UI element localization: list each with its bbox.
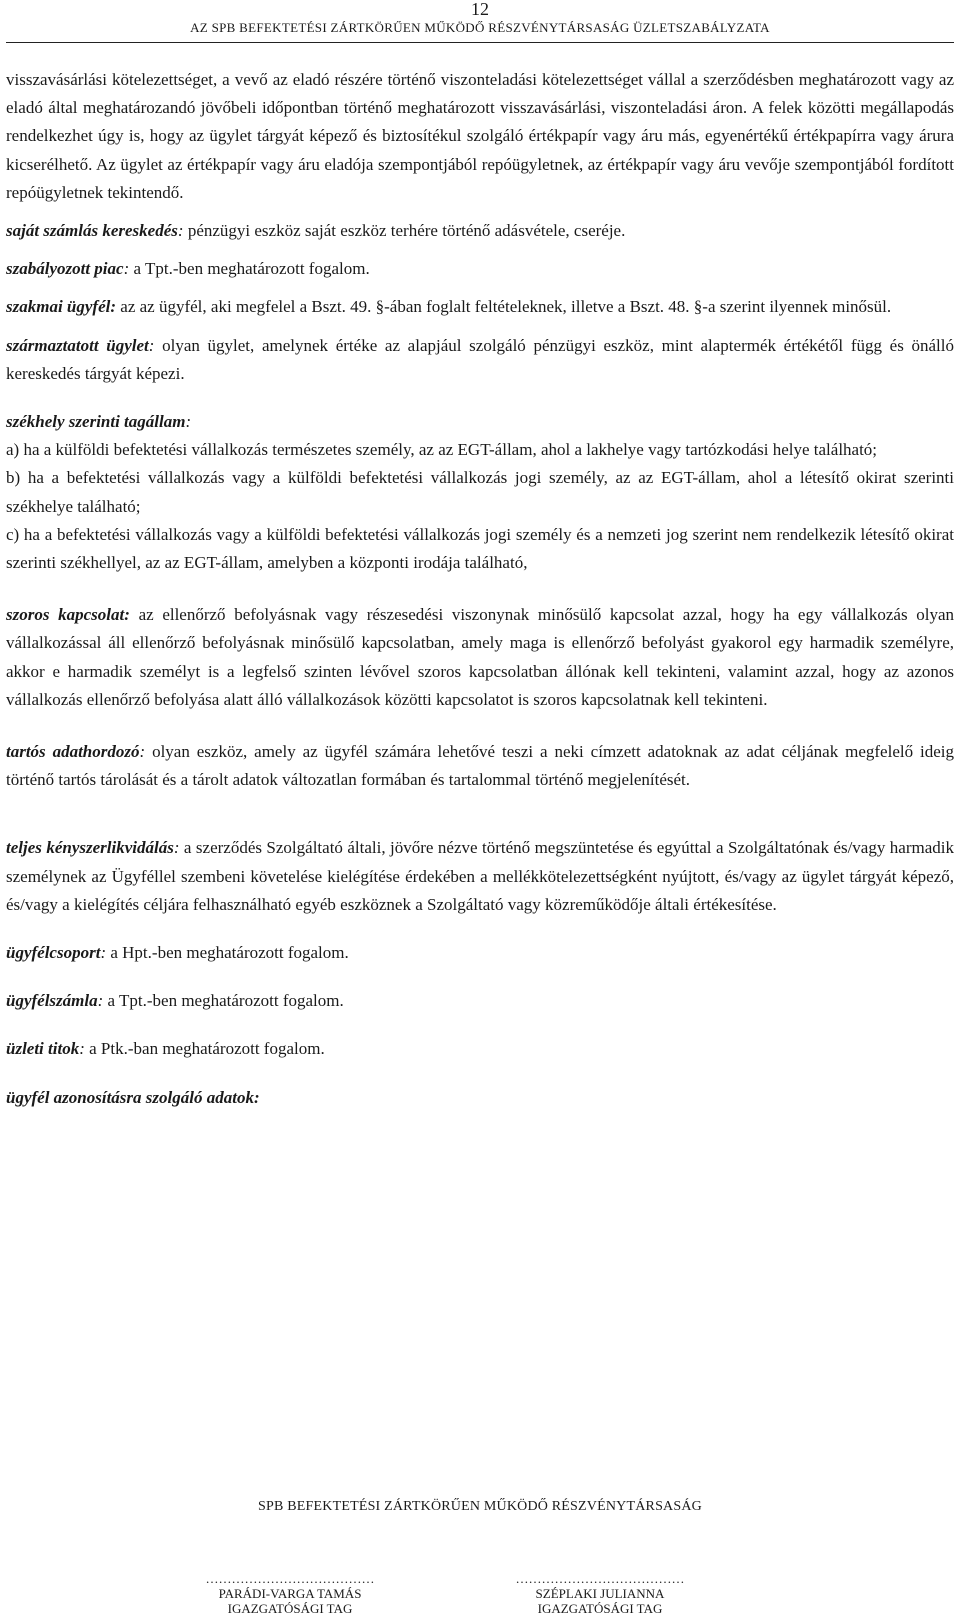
definition-term: ügyfél azonosításra szolgáló adatok: [6, 1087, 260, 1107]
signature-block-right [480, 1571, 720, 1616]
definition-tartos-adathordozo [6, 738, 954, 794]
definition-szoros-kapcsolat [6, 601, 954, 714]
signatory-role: IGAZGATÓSÁGI TAG [537, 1601, 663, 1616]
definition-separator: : [97, 991, 104, 1011]
definition-term: szoros kapcsolat: [6, 605, 130, 625]
signature-block-left [170, 1571, 410, 1616]
signature-line: ………………………………… [205, 1571, 375, 1586]
definition-sajat-szamlas-kereskedes [6, 217, 954, 245]
definition-separator: : [100, 943, 107, 963]
definition-ugyfelszamla [6, 987, 954, 1015]
definition-separator: : [173, 838, 180, 858]
definition-separator: : [177, 221, 184, 241]
definition-szakmai-ugyfel [6, 293, 954, 321]
definition-teljes-kenyszerlikvidalas [6, 834, 954, 919]
definition-separator: : [123, 259, 130, 279]
header-divider [6, 42, 954, 43]
definition-separator: : [185, 412, 192, 432]
intro-paragraph: visszavásárlási kötelezettséget, a vevő az eladó részére történő viszonteladási kötelezettséget vállal a szerződésben meghatározott vagy az eladó által meghatározandó jövőbeli időpontban történő meghatározott visszavásárlási, viszonteladási áron. A felek közötti megállapodás rendelkezhet úgy is, hogy az ügylet tárgyát képező és biztosítékul szolgáló értékpapír vagy áru más, egyenértékű értékpapírra vagy árura kicserélhető. Az ügylet az értékpapír vagy áru eladója szempontjából repóügyletnek, az értékpapír vagy áru vevője szempontjából fordított repóügyletnek tekintendő. [6, 70, 954, 202]
definition-text: az az ügyfél, aki megfelel a Bszt. 49. §-ában foglalt feltételeknek, illetve a Bszt. 48. §-a szerint ilyennek minősül. [116, 297, 892, 317]
signatory-role: IGAZGATÓSÁGI TAG [227, 1601, 353, 1616]
definition-text: a Tpt.-ben meghatározott fogalom. [103, 991, 344, 1011]
footer-company-name: SPB BEFEKTETÉSI ZÁRTKÖRŰEN MŰKÖDŐ RÉSZVÉNYTÁRSASÁG [258, 1499, 702, 1514]
definition-text: olyan eszköz, amely az ügyfél számára lehetővé teszi a neki címzett adatoknak az adat céljának megfelelő ideig történő tartós tárolását és a tárolt adatok változatlan formában és tartalommal történő megjelenítését. [6, 742, 954, 790]
definition-text: a Hpt.-ben meghatározott fogalom. [106, 943, 349, 963]
definition-separator: : [148, 335, 155, 355]
definition-term: teljes kényszerlikvidálás [6, 838, 174, 858]
definition-term: saját számlás kereskedés [6, 221, 178, 241]
definition-text: a szerződés Szolgáltató általi, jövőre nézve történő megszüntetése és egyúttal a Szolgáltatónak és/vagy harmadik személynek az Ügyféllel szembeni követelése kielégítése érdekében a mellékkötelezettségként nyújtott, és/vagy az ügylet tárgyát képező, és/vagy a kielégítés céljára felhasználható egyéb eszköznek a Szolgáltató vagy közreműködője általi értékesítése. [6, 838, 954, 914]
definition-term: székhely szerinti tagállam [6, 412, 186, 432]
definition-szabalyozott-piac [6, 255, 954, 283]
signature-line: ………………………………… [515, 1571, 685, 1586]
definition-szarmaztatott-ugylet [6, 332, 954, 388]
definition-term: ügyfélcsoport [6, 943, 101, 963]
definition-szekhely-szerinti-tagallam [6, 408, 954, 436]
signatory-name: PARÁDI-VARGA TAMÁS [218, 1586, 362, 1601]
definition-ugyfelcsoport [6, 939, 954, 967]
definition-uzleti-titok [6, 1035, 954, 1063]
definition-text: pénzügyi eszköz saját eszköz terhére történő adásvétele, cseréje. [183, 221, 626, 241]
definition-separator: : [79, 1039, 85, 1059]
definition-separator: : [139, 742, 146, 762]
signatory-name: SZÉPLAKI JULIANNA [535, 1586, 665, 1601]
document-body [6, 66, 954, 1112]
definition-text: olyan ügylet, amelynek értéke az alapjául szolgáló pénzügyi eszköz, mint alaptermék értékétől függ és önálló kereskedés tárgyát képezi. [6, 335, 954, 383]
definition-list-item: a) ha a külföldi befektetési vállalkozás természetes személy, az az EGT-állam, ahol a lakhelye vagy tartózkodási helye található; [6, 440, 878, 460]
definition-term: származtatott ügylet [6, 335, 149, 355]
definition-text: a Tpt.-ben meghatározott fogalom. [129, 259, 370, 279]
definition-term: üzleti titok [6, 1039, 80, 1059]
definition-ugyfel-azonositasra-szolgalo-adatok [6, 1084, 954, 1112]
definition-text: az ellenőrző befolyásnak vagy részesedési viszonynak minősülő kapcsolat azzal, hogy ha egy vállalkozás olyan vállalkozással áll ellenőrző befolyásnak minősülő kapcsolatban, amely maga is ellenőrző befolyást gyakorol egy harmadik személyre, akkor e harmadik személyt is a legfelső szinten lévővel szoros kapcsolatban állónak kell tekinteni, valamint azzal, hogy az azonos vállalkozás ellenőrző befolyása alatt álló vállalkozások közötti kapcsolatot is szoros kapcsolatnak kell tekinteni. [6, 605, 955, 709]
definition-list-item: b) ha a befektetési vállalkozás vagy a külföldi befektetési vállalkozás jogi személy, az az EGT-állam, ahol a létesítő okirat szerinti székhelye található; [6, 468, 954, 516]
definition-term: ügyfélszámla [6, 991, 98, 1011]
definition-text: a Ptk.-ban meghatározott fogalom. [84, 1039, 325, 1059]
definition-term: szakmai ügyfél: [6, 297, 117, 317]
document-header-title: AZ SPB BEFEKTETÉSI ZÁRTKÖRŰEN MŰKÖDŐ RÉSZVÉNYTÁRSASÁG ÜZLETSZABÁLYZATA [190, 20, 770, 35]
page-number: 12 [471, 0, 489, 19]
definition-term: szabályozott piac [6, 259, 124, 279]
definition-list-item: c) ha a befektetési vállalkozás vagy a külföldi befektetési vállalkozás jogi személy és a nemzeti jog szerint nem rendelkezik létesítő okirat szerinti székhellyel, az az EGT-állam, amelyben a központi irodája található, [6, 524, 954, 573]
definition-term: tartós adathordozó [6, 742, 140, 762]
